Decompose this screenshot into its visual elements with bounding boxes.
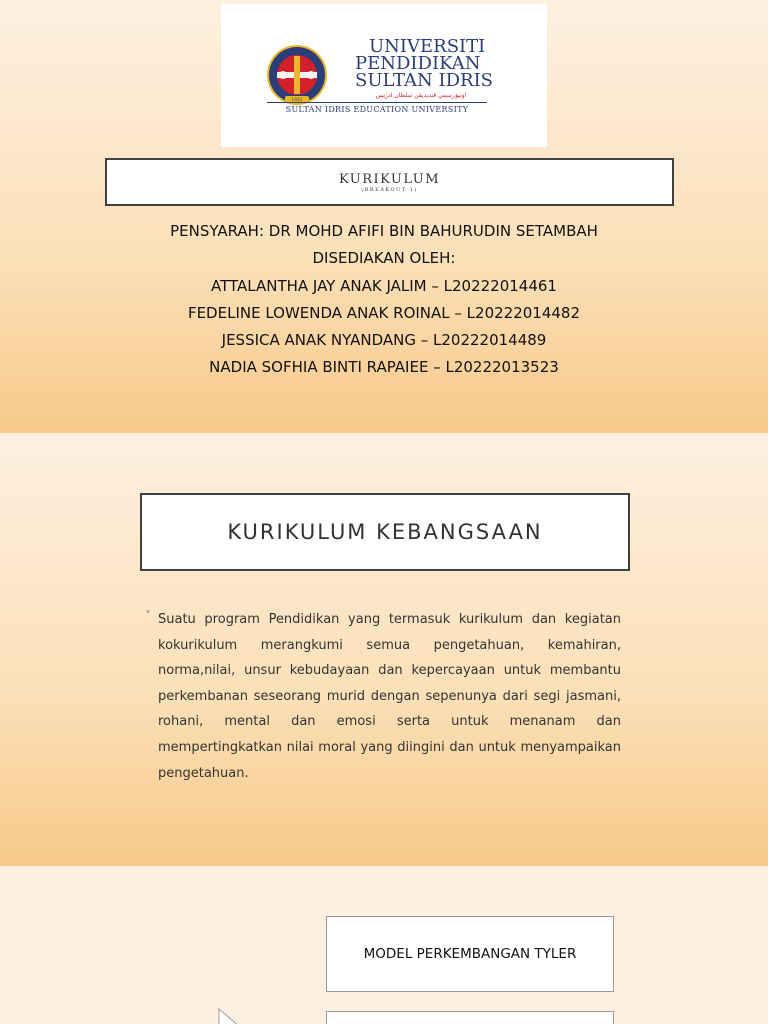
svg-text:1922: 1922 bbox=[291, 98, 303, 103]
credits-block bbox=[0, 218, 768, 382]
flow-box-next bbox=[326, 1011, 614, 1024]
slide-title bbox=[0, 0, 768, 433]
arrow-right-icon bbox=[218, 1008, 248, 1024]
author-line: FEDELINE LOWENDA ANAK ROINAL – L20222014482 bbox=[187, 303, 581, 322]
lecturer-line: PENSYARAH: DR MOHD AFIFI BIN BAHURUDIN SETAMBAH bbox=[170, 222, 598, 240]
author-line: JESSICA ANAK NYANDANG – L20222014489 bbox=[221, 331, 547, 350]
bullet-marker: • bbox=[145, 607, 151, 618]
bullet-text: Suatu program Pendidikan yang termasuk kurikulum dan kegiatan kokurikulum merangkumi semua pengetahuan, kemahiran, norma,nilai, unsur kebudayaan dan kepercayaan untuk membantu perkembanan seseorang murid dengan sepenunya dari segi jasmani, rohani, mental dan emosi serta untuk menanam dan mempertingkatkan nilai moral yang diingini dan untuk menyampaikan pengetahuan. bbox=[158, 612, 621, 781]
svg-text:UNIVERSITI: UNIVERSITI bbox=[369, 36, 486, 57]
prepared-by-line: DISEDIAKAN OLEH: bbox=[312, 249, 456, 268]
slide-subtitle-text: (BREAKOUT 1) bbox=[361, 187, 418, 193]
slide-title-text: KURIKULUM bbox=[338, 172, 441, 187]
author-line: NADIA SOFHIA BINTI RAPAIEE – L20222013523 bbox=[209, 358, 559, 377]
slide-kurikulum-kebangsaan bbox=[0, 433, 768, 866]
svg-text:PENDIDIKAN: PENDIDIKAN bbox=[355, 53, 481, 74]
author-line: ATTALANTHA JAY ANAK JALIM – L20222014461 bbox=[211, 276, 557, 295]
university-seal-icon bbox=[267, 45, 327, 105]
slide-heading: KURIKULUM KEBANGSAAN bbox=[227, 520, 543, 544]
svg-text:SULTAN IDRIS: SULTAN IDRIS bbox=[355, 70, 494, 91]
slide-model-tyler bbox=[0, 866, 768, 1024]
flow-box-label: MODEL PERKEMBANGAN TYLER bbox=[363, 946, 577, 962]
university-logo bbox=[221, 4, 547, 147]
heading-box bbox=[140, 493, 630, 571]
upsi-logo-graphic bbox=[221, 4, 547, 147]
title-box bbox=[105, 158, 674, 206]
svg-text:اونيۏرسيتي ڤنديديقن سلطان ادري: اونيۏرسيتي ڤنديديقن سلطان ادريس bbox=[375, 92, 467, 99]
flow-box-model-tyler bbox=[326, 916, 614, 992]
logo-caption: SULTAN IDRIS EDUCATION UNIVERSITY bbox=[267, 102, 487, 114]
